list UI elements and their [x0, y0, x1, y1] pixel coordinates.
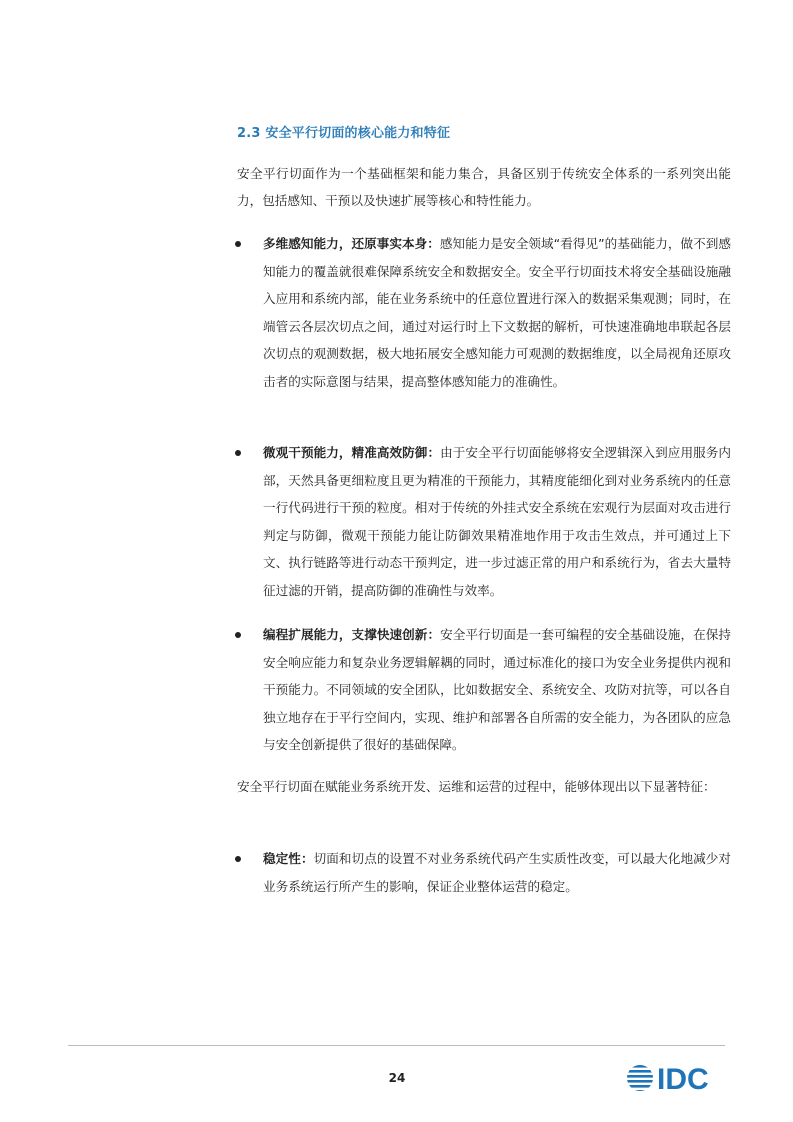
capability-item-perception — [263, 230, 731, 395]
feature-text: 切面和切点的设置不对业务系统代码产生实质性改变，可以最大化地减少对业务系统运行所产生的影响，保证企业整体运营的稳定。 — [263, 851, 732, 894]
bullet-icon — [235, 450, 241, 456]
capability-text: 安全平行切面是一套可编程的安全基础设施，在保持安全响应能力和复杂业务逻辑解耦的同时，通过标准化的接口为安全业务提供内视和干预能力。不同领域的安全团队，比如数据安全、系统安全、攻防对抗等，可以各自独立地存在于平行空间内，实现、维护和部署各自所需的安全能力，为各团队的应急与安全创新提供了很好的基础保障。 — [263, 627, 732, 752]
intro-paragraph: 安全平行切面作为一个基础框架和能力集合，具备区别于传统安全体系的一系列突出能力，包括感知、干预以及快速扩展等核心和特性能力。 — [237, 166, 731, 208]
idc-logo-icon — [626, 1061, 726, 1095]
section-heading: 2.3 安全平行切面的核心能力和特征 — [237, 126, 451, 141]
footer-divider — [68, 1045, 725, 1046]
bullet-icon — [235, 632, 241, 638]
page-number: 24 — [388, 1071, 406, 1085]
feature-title: 稳定性： — [263, 851, 314, 866]
capability-item-programmability — [263, 621, 731, 759]
bullet-icon — [235, 241, 241, 247]
capability-item-intervention — [263, 439, 731, 604]
capability-title: 编程扩展能力，支撑快速创新： — [263, 627, 441, 642]
capability-text: 由于安全平行切面能够将安全逻辑深入到应用服务内部，天然具备更细粒度且更为精准的干预能力，其精度能细化到对业务系统内的任意一行代码进行干预的粒度。相对于传统的外挂式安全系统在宏观行为层面对攻击进行判定与防御，微观干预能力能让防御效果精准地作用于攻击生效点，并可通过上下文、执行链路等进行动态干预判定，进一步过滤正常的用户和系统行为，省去大量特征过滤的开销，提高防御的准确性与效率。 — [263, 445, 732, 598]
capability-title: 多维感知能力，还原事实本身： — [263, 236, 440, 251]
capability-title: 微观干预能力，精准高效防御： — [263, 445, 441, 460]
idc-logo — [626, 1061, 726, 1095]
feature-item-stability — [263, 845, 731, 900]
logo-text: IDC — [657, 1063, 709, 1095]
features-intro-paragraph: 安全平行切面在赋能业务系统开发、运维和运营的过程中，能够体现出以下显著特征： — [237, 779, 716, 794]
capability-text: 感知能力是安全领域“看得见”的基础能力，做不到感知能力的覆盖就很难保障系统安全和数据安全。安全平行切面技术将安全基础设施融入应用和系统内部，能在业务系统中的任意位置进行深入的数据采集观测；同时，在端管云各层次切点之间，通过对运行时上下文数据的解析，可快速准确地串联起各层次切点的观测数据，极大地拓展安全感知能力可观测的数据维度，以全局视角还原攻击者的实际意图与结果，提高整体感知能力的准确性。 — [263, 236, 731, 389]
bullet-icon — [235, 856, 241, 862]
